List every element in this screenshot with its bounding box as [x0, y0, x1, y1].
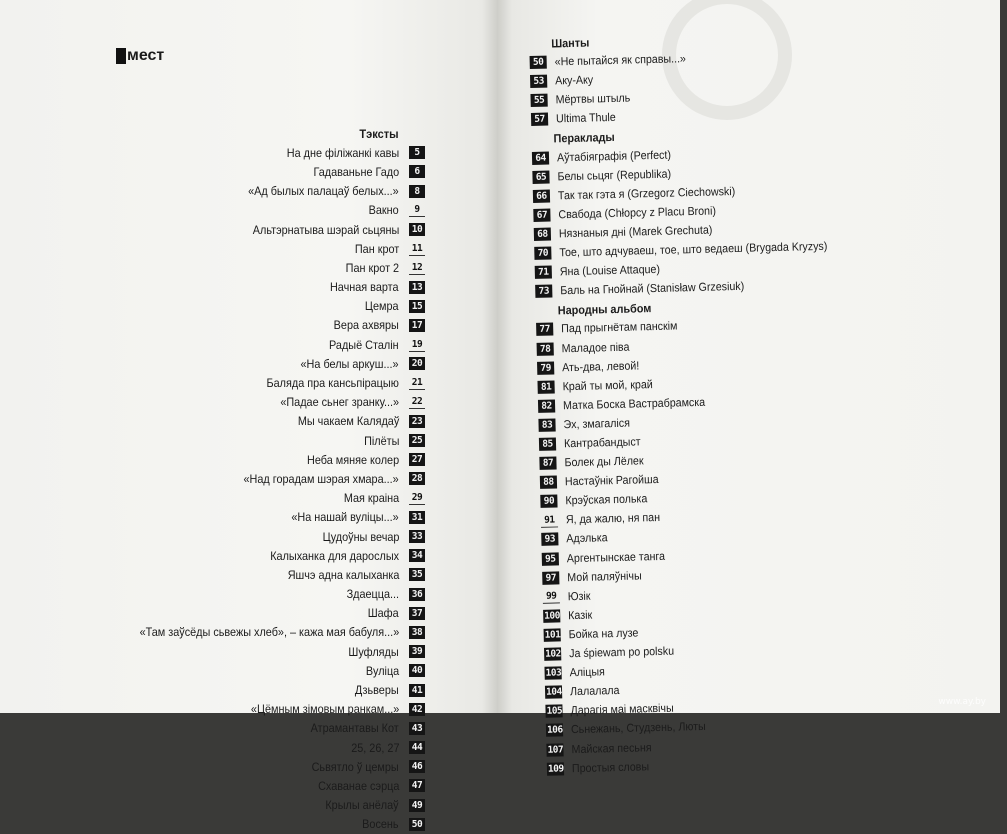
- page-number: 46: [409, 760, 425, 773]
- page-number: 88: [540, 476, 557, 489]
- page-number: 20: [409, 357, 425, 370]
- page-number: 57: [531, 113, 548, 126]
- toc-entry: [100, 604, 425, 623]
- toc-entry-title: Свабода (Chłopcy z Placu Broni): [558, 204, 717, 222]
- page-number: 12: [409, 261, 425, 275]
- page-number: 10: [409, 223, 425, 236]
- toc-entry-title: Пілёты: [363, 433, 399, 448]
- toc-entry-title: Яшчэ адна калыханка: [287, 567, 399, 582]
- page-number: 70: [534, 247, 551, 260]
- toc-entry: [100, 508, 425, 527]
- page-number: 34: [409, 549, 425, 562]
- page-number: 19: [409, 338, 425, 352]
- toc-entry-title: Радыё Сталін: [329, 337, 399, 352]
- page-number: 17: [409, 319, 425, 332]
- page-number: 22: [409, 395, 425, 409]
- page-number: 97: [542, 571, 559, 584]
- page-number: 103: [545, 667, 562, 679]
- page-number: 13: [409, 281, 425, 294]
- contents-heading: [116, 47, 164, 65]
- page-number: 42: [409, 703, 425, 716]
- toc-entry-title: «Падае сьнег зранку...»: [280, 395, 399, 410]
- page-number: 109: [547, 762, 564, 775]
- page-number: 47: [409, 779, 425, 792]
- page-number: 85: [539, 437, 556, 450]
- toc-entry: [100, 527, 425, 546]
- toc-entry: [100, 258, 425, 277]
- toc-entry-title: Калыханка для дарослых: [270, 548, 399, 563]
- toc-entry: [100, 489, 425, 508]
- page-number: 25: [409, 434, 425, 447]
- toc-entry-title: Аргентынскае танга: [566, 549, 666, 565]
- toc-entry-title: Майская песьня: [571, 740, 652, 756]
- toc-entry-title: Дзьверы: [355, 683, 399, 698]
- page-number: 55: [530, 94, 547, 107]
- page-number: 65: [532, 170, 549, 183]
- toc-entry-title: Аку-Аку: [555, 73, 594, 88]
- page-number: 43: [409, 722, 425, 735]
- toc-entry-title: Альтэрнатыва шэрай сьцяны: [252, 222, 399, 237]
- toc-entry-title: Ja śpiewam po polsku: [568, 644, 675, 661]
- toc-entry-title: «Не пытайся як справы...»: [554, 52, 687, 69]
- toc-entry-title: Крэўская полька: [565, 492, 648, 508]
- drop-cap-block: [116, 48, 126, 64]
- toc-entry: [100, 757, 425, 776]
- toc-right-column: [529, 23, 1007, 779]
- page-number: 9: [409, 203, 425, 217]
- page-number: 104: [545, 686, 562, 699]
- right-page: [497, 0, 1000, 775]
- toc-entry-title: Бойка на лузе: [568, 626, 639, 642]
- toc-entry: [100, 373, 425, 392]
- toc-entry-title: Вуліца: [365, 663, 399, 678]
- page-number: 5: [409, 146, 425, 159]
- page-number: 33: [409, 530, 425, 543]
- toc-entry-title: Болек ды Лёлек: [564, 454, 644, 470]
- toc-section-title: Пераклады: [553, 129, 615, 146]
- page-number: 11: [409, 242, 425, 256]
- toc-entry-title: Схаванае сэрца: [317, 778, 399, 793]
- toc-entry-title: Простыя словы: [571, 759, 650, 775]
- toc-entry-title: Нязнаныя дні (Marek Grechuta): [558, 223, 713, 241]
- toc-entry: [100, 354, 425, 373]
- page-number: 91: [541, 513, 558, 527]
- page-number: 41: [409, 684, 425, 697]
- toc-entry: [100, 585, 425, 604]
- toc-entry-title: Неба мяняе колер: [306, 452, 399, 467]
- page-number: 99: [543, 590, 560, 604]
- toc-entry: [100, 220, 425, 239]
- toc-entry: [100, 297, 425, 316]
- toc-entry-title: Юзік: [567, 589, 591, 603]
- toc-entry-title: «Ад былых палацаў белых...»: [248, 184, 399, 199]
- page-number: 67: [533, 208, 550, 221]
- toc-entry-title: Здаецца...: [346, 587, 399, 602]
- page-number: 95: [542, 552, 559, 565]
- page-number: 81: [537, 380, 554, 393]
- contents-heading-text: мест: [127, 47, 165, 64]
- page-number: 78: [537, 342, 554, 355]
- toc-entry: [100, 623, 425, 642]
- toc-entry-title: Баляда пра кансьпірацыю: [266, 376, 399, 391]
- toc-entry: [100, 815, 425, 834]
- page-number: 35: [409, 568, 425, 581]
- page-number: 37: [409, 607, 425, 620]
- toc-entry-title: На дне філіжанкі кавы: [286, 145, 399, 160]
- page-number: 29: [409, 491, 425, 505]
- page-number: 53: [530, 75, 547, 88]
- toc-entry-title: Яна (Louise Attaque): [559, 263, 661, 279]
- toc-entry-title: Шафа: [368, 606, 399, 621]
- page-number: 27: [409, 453, 425, 466]
- toc-entry-title: Сьнежань, Студзень, Люты: [570, 720, 706, 737]
- toc-entry: [100, 182, 425, 201]
- toc-entry: [100, 162, 425, 181]
- toc-entry-title: Кантрабандыст: [563, 435, 641, 451]
- toc-entry: [100, 239, 425, 258]
- page-number: 71: [535, 266, 552, 279]
- toc-section-title: Народны альбом: [557, 300, 652, 318]
- page-number: 40: [409, 664, 425, 677]
- toc-entry: [100, 393, 425, 412]
- page-number: 105: [546, 705, 563, 718]
- toc-entry-title: Казік: [568, 608, 593, 623]
- page-number: 79: [537, 361, 554, 374]
- toc-entry-title: Баль на Гнойнай (Stanisław Grzesiuk): [560, 280, 745, 298]
- page-number: 107: [547, 743, 564, 756]
- toc-entry: [100, 143, 425, 162]
- page-number: 15: [409, 300, 425, 313]
- toc-entry-title: Восень: [362, 817, 399, 832]
- toc-entry-title: Матка Боска Вастрабрамска: [562, 395, 706, 413]
- page-number: 106: [546, 724, 563, 737]
- toc-section-title: Тэксты: [359, 126, 399, 141]
- toc-entry: [100, 738, 425, 757]
- toc-entry-title: Вера ахвяры: [333, 318, 399, 333]
- toc-entry-title: Край ты мой, край: [562, 377, 653, 394]
- toc-entry: [100, 719, 425, 738]
- toc-entry-title: Начная варта: [330, 280, 399, 295]
- toc-entry-title: Ать-два, левой!: [561, 359, 640, 374]
- page-number: 87: [539, 457, 556, 470]
- toc-entry-title: Лалалала: [569, 684, 620, 699]
- toc-entry-title: Крылы анёлаў: [325, 798, 399, 813]
- toc-entry-title: Так так гэта я (Grzegorz Ciechowski): [557, 184, 736, 203]
- toc-entry-title: Цудоўны вечар: [322, 529, 399, 544]
- page-number: 36: [409, 588, 425, 601]
- page-number: 102: [545, 648, 561, 660]
- toc-entry-title: 25, 26, 27: [350, 740, 399, 755]
- left-page: [0, 0, 497, 832]
- page-number: 23: [409, 415, 425, 428]
- page-number: 8: [409, 185, 425, 198]
- toc-entry-title: Аліцыя: [569, 665, 606, 680]
- toc-entry-title: Я, да жалю, ня пан: [565, 511, 661, 527]
- page-number: 100: [544, 610, 561, 622]
- toc-entry-title: Аўтабіяграфія (Perfect): [556, 148, 672, 164]
- watermark: www.ay.by: [938, 697, 986, 707]
- toc-entry-title: Пан крот 2: [345, 260, 399, 275]
- toc-entry: [100, 642, 425, 661]
- toc-entry: [100, 700, 425, 719]
- toc-entry-title: Мы чакаем Калядаў: [297, 414, 399, 429]
- page-number: 49: [409, 799, 425, 812]
- toc-entry-title: Эх, змагаліся: [563, 416, 631, 432]
- page-number: 6: [409, 165, 425, 178]
- toc-entry-title: Вакно: [368, 203, 399, 218]
- toc-entry-title: «На белы аркуш...»: [300, 356, 399, 371]
- page-number: 64: [532, 151, 549, 164]
- toc-entry-title: Мой паляўнічы: [567, 569, 642, 584]
- toc-entry-title: Маладое піва: [561, 340, 630, 355]
- toc-entry: [100, 680, 425, 699]
- toc-entry-title: Сьвятло ў цемры: [311, 759, 399, 774]
- page-number: 101: [544, 629, 561, 641]
- toc-entry: [100, 450, 425, 469]
- page-number: 21: [409, 376, 425, 390]
- toc-section-row: [100, 124, 425, 143]
- page-number: 38: [409, 626, 425, 639]
- toc-entry: [100, 469, 425, 488]
- toc-entry-title: Атрамантавы Кот: [310, 721, 399, 736]
- toc-entry: [100, 796, 425, 815]
- toc-entry-title: Белы сьцяг (Republika): [557, 167, 672, 184]
- toc-entry: [100, 565, 425, 584]
- page-number: 83: [538, 418, 555, 431]
- toc-entry: [100, 335, 425, 354]
- toc-entry: [100, 201, 425, 220]
- toc-entry-title: Мёртвы штыль: [555, 91, 631, 107]
- toc-section-title: Шанты: [551, 35, 590, 51]
- page-number: 90: [540, 495, 557, 508]
- toc-entry: [100, 278, 425, 297]
- toc-entry-title: «Над горадам шэрая хмара...»: [243, 471, 399, 486]
- toc-entry: [100, 412, 425, 431]
- toc-entry-title: Тое, што адчуваеш, тое, што ведаеш (Brygada Kryzys): [559, 239, 828, 260]
- toc-entry-title: Гадаваньне Гадо: [313, 164, 399, 179]
- page-number: 44: [409, 741, 425, 754]
- toc-entry-title: «Цёмным зімовым ранкам...»: [250, 702, 399, 717]
- page-number: 31: [409, 511, 425, 524]
- page-number: 73: [535, 285, 552, 298]
- toc-entry: [100, 431, 425, 450]
- toc-entry-title: Цемра: [365, 299, 399, 314]
- toc-entry-title: Адэлька: [566, 531, 608, 546]
- toc-entry-title: Пад прыгнётам панскім: [561, 319, 678, 336]
- page-number: 77: [536, 323, 553, 336]
- page-number: 82: [538, 399, 555, 412]
- toc-entry-title: Мая краіна: [343, 491, 399, 506]
- page-number: 93: [541, 533, 558, 546]
- toc-entry: [100, 546, 425, 565]
- page-number: 28: [409, 472, 425, 485]
- toc-entry: [100, 316, 425, 335]
- toc-entry-title: Настаўнік Рагойша: [564, 473, 659, 489]
- toc-entry-title: Шуфляды: [348, 644, 399, 659]
- page-number: 66: [533, 189, 550, 202]
- toc-entry-title: «На нашай вуліцы...»: [291, 510, 399, 525]
- toc-entry-title: «Там заўсёды сьвежы хлеб», – кажа мая бабуля...»: [139, 625, 399, 640]
- page-number: 39: [409, 645, 425, 658]
- page-number: 68: [534, 228, 551, 241]
- toc-entry: [100, 661, 425, 680]
- toc-entry: [100, 776, 425, 795]
- page-number: 50: [530, 56, 547, 69]
- toc-entry-title: Ultima Thule: [555, 111, 616, 126]
- toc-entry-title: Дарагія маі масквічы: [570, 701, 674, 718]
- toc-left-column: [100, 124, 425, 834]
- toc-entry-title: Пан крот: [354, 241, 399, 256]
- page-number: 50: [409, 818, 425, 831]
